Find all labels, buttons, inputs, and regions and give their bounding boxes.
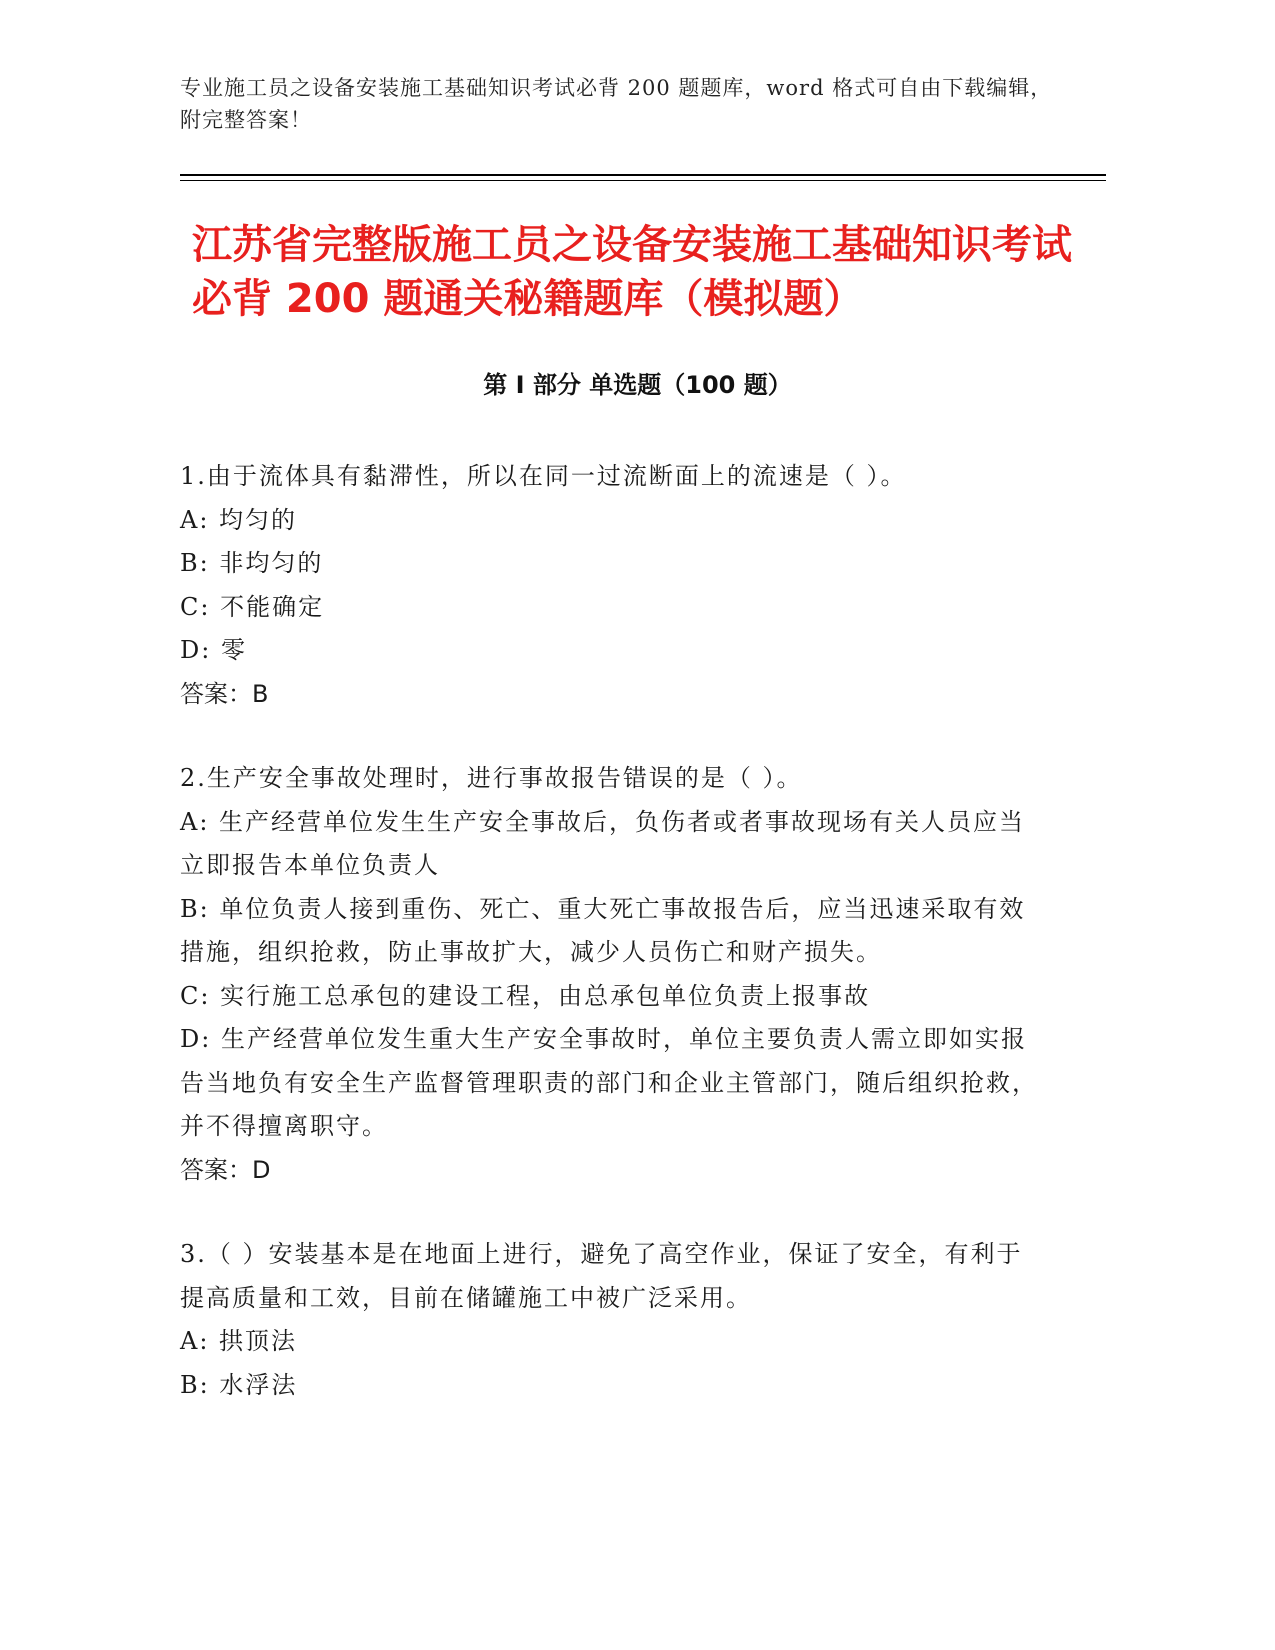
option-b: B: 非均匀的 <box>180 549 324 577</box>
question-stem: 2.生产安全事故处理时，进行事故报告错误的是（ ）。 <box>180 764 803 792</box>
question-stem: 1.由于流体具有黏滞性，所以在同一过流断面上的流速是（ ）。 <box>180 462 907 490</box>
document-title: 江苏省完整版施工员之设备安装施工基础知识考试必背 200 题通关秘籍题库（模拟题） <box>192 222 1072 322</box>
question-2 <box>180 757 1040 1192</box>
option-b: B: 单位负责人接到重伤、死亡、重大死亡事故报告后，应当迅速采取有效措施，组织抢救，防止事故扩大，减少人员伤亡和财产损失。 <box>180 894 1026 966</box>
section-title: 第 I 部分 单选题（100 题） <box>483 371 792 399</box>
option-a: A: 均匀的 <box>180 505 298 534</box>
option-c: C: 实行施工总承包的建设工程，由总承包单位负责上报事故 <box>180 981 871 1010</box>
answer: 答案：B <box>180 679 269 708</box>
answer: 答案：D <box>180 1155 271 1184</box>
question-1 <box>180 455 1040 716</box>
header-rule-thick <box>180 174 1106 176</box>
option-d: D: 零 <box>180 636 247 664</box>
question-3 <box>180 1233 1040 1407</box>
header-note: 专业施工员之设备安装施工基础知识考试必背 200 题题库，word 格式可自由下载编辑，附完整答案！ <box>180 76 1053 132</box>
option-c: C: 不能确定 <box>180 592 325 621</box>
option-a: A: 生产经营单位发生生产安全事故后，负伤者或者事故现场有关人员应当立即报告本单位负责人 <box>180 807 1026 879</box>
option-d: D: 生产经营单位发生重大生产安全事故时，单位主要负责人需立即如实报告当地负有安全生产监督管理职责的部门和企业主管部门，随后组织抢救，并不得擅离职守。 <box>180 1025 1038 1140</box>
option-b: B: 水浮法 <box>180 1370 298 1399</box>
option-a: A: 拱顶法 <box>180 1327 298 1355</box>
question-stem: 3.（ ）安装基本是在地面上进行，避免了高空作业，保证了安全，有利于提高质量和工效，目前在储罐施工中被广泛采用。 <box>180 1240 1023 1312</box>
question-list <box>180 455 1040 1448</box>
header-rule-thin <box>180 180 1106 181</box>
